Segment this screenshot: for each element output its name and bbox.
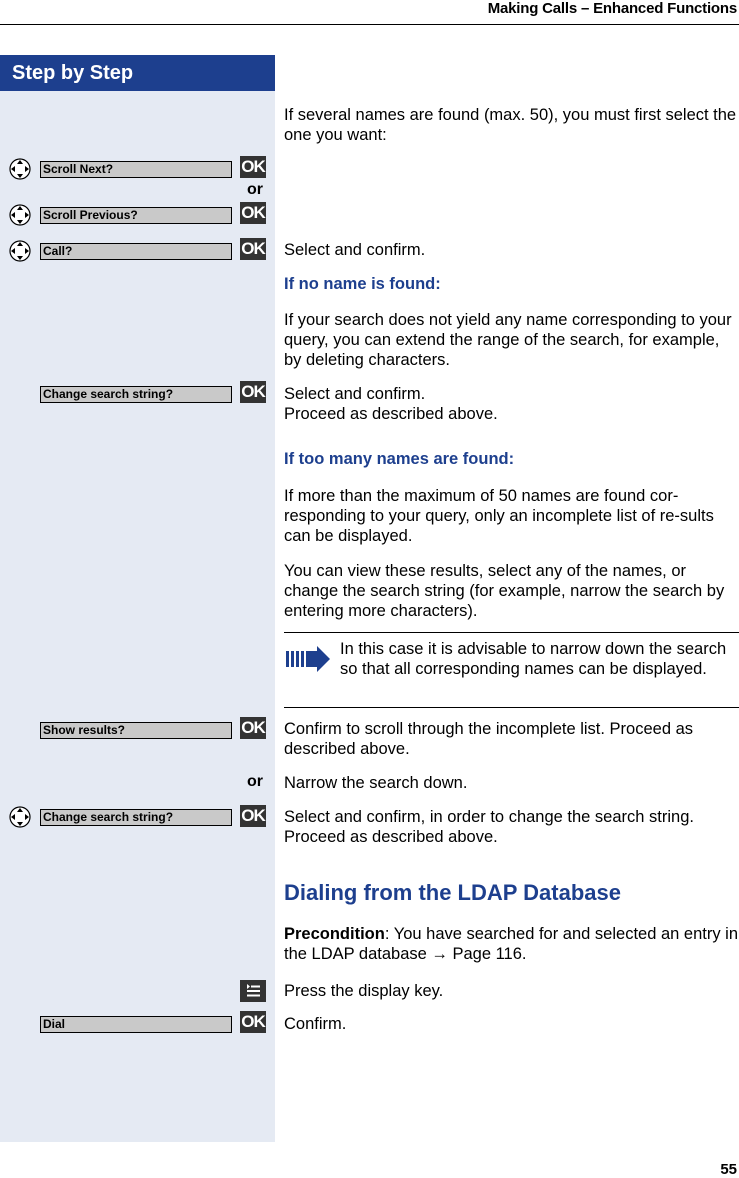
change-search-string-key[interactable]: Change search string?	[40, 809, 232, 826]
sidebar-title: Step by Step	[0, 55, 275, 91]
header-rule	[0, 24, 739, 25]
dial-key[interactable]: Dial	[40, 1016, 232, 1033]
navigation-key-icon	[8, 239, 32, 263]
change-search-string-key[interactable]: Change search string?	[40, 386, 232, 403]
page-number: 55	[720, 1161, 737, 1178]
confirm-text: Confirm.	[284, 1015, 347, 1033]
show-results-text: Confirm to scroll through the incomplete list. Proceed as described above.	[284, 720, 694, 758]
precondition-paragraph	[284, 924, 739, 964]
intro-paragraph: If several names are found (max. 50), you must first select the one you want:	[284, 106, 737, 144]
page-header-title: Making Calls – Enhanced Functions	[487, 0, 737, 17]
subheading-too-many: If too many names are found:	[284, 450, 515, 468]
no-name-paragraph: If your search does not yield any name corresponding to your query, you can extend the range of the search, for example, by deleting characters.	[284, 311, 732, 369]
narrow-search-text: Narrow the search down.	[284, 774, 468, 792]
note-text: In this case it is advisable to narrow down the search so that all corresponding names can be displayed.	[340, 640, 727, 678]
note-bottom-rule	[284, 707, 739, 708]
show-results-key[interactable]: Show results?	[40, 722, 232, 739]
page-reference[interactable]: → Page 116.	[431, 945, 527, 963]
navigation-key-icon	[8, 203, 32, 227]
scroll-next-key[interactable]: Scroll Next?	[40, 161, 232, 178]
ok-key[interactable]: OK	[241, 157, 265, 176]
note-top-rule	[284, 632, 739, 633]
or-label: or	[247, 773, 263, 790]
navigation-key-icon	[8, 157, 32, 181]
ok-key[interactable]: OK	[241, 806, 265, 825]
call-key[interactable]: Call?	[40, 243, 232, 260]
view-results-paragraph: You can view these results, select any of the names, or change the search string (for example, narrow the search by entering more characters).	[284, 562, 725, 620]
ok-key[interactable]: OK	[241, 382, 265, 401]
ok-key[interactable]: OK	[241, 1012, 265, 1031]
section-heading: Dialing from the LDAP Database	[284, 880, 621, 905]
select-confirm-text: Select and confirm.	[284, 241, 426, 259]
navigation-key-icon	[8, 805, 32, 829]
ok-key[interactable]: OK	[241, 203, 265, 222]
change-search-text: Select and confirm, in order to change the search string.	[284, 808, 694, 826]
too-many-paragraph: If more than the maximum of 50 names are found cor-responding to your query, only an incomplete list of re-sults can be displayed.	[284, 487, 714, 545]
ok-key[interactable]: OK	[241, 718, 265, 737]
note-arrow-icon	[285, 645, 331, 673]
precondition-label: Precondition	[284, 925, 385, 943]
precondition-text: : You have searched for and selected an entry in the LDAP database	[284, 925, 739, 963]
proceed-text: Proceed as described above.	[284, 405, 498, 423]
press-display-key-text: Press the display key.	[284, 982, 444, 1000]
display-key-icon[interactable]	[240, 980, 266, 1002]
ok-key[interactable]: OK	[241, 239, 265, 258]
select-confirm-text: Select and confirm.	[284, 385, 426, 403]
subheading-no-name: If no name is found:	[284, 275, 441, 293]
proceed-text: Proceed as described above.	[284, 828, 498, 846]
scroll-previous-key[interactable]: Scroll Previous?	[40, 207, 232, 224]
or-label: or	[247, 181, 263, 198]
